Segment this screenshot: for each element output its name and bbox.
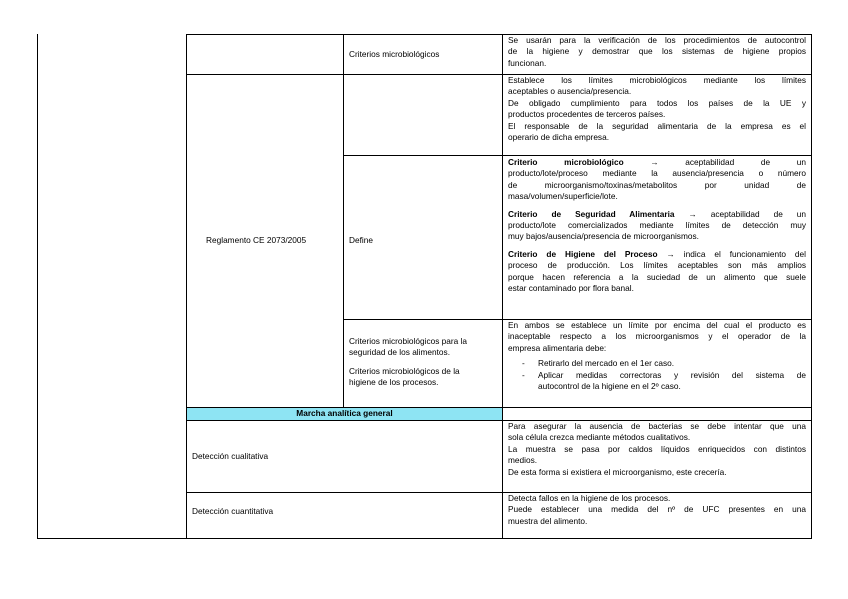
r4-desc: En ambos se establece un límite por encima del cual el producto es inaceptable respecto a los microorganismos y el operador de la empresa alimentaria debe: - Retirarlo del mercado en el 1er caso. - Aplicar medidas correctoras y revisión del sistema de autocontrol de la higiene en el 2º caso. <box>508 320 806 392</box>
r4-label-seguridad: Criterios microbiológicos para la seguridad de los alimentos. <box>349 336 468 358</box>
r4-actions-list <box>508 358 806 392</box>
r3-label: Define <box>349 235 373 245</box>
r4-label-higiene: Criterios microbiológicos de la higiene de los procesos. <box>349 366 460 388</box>
r1-desc: Se usarán para la verificación de los procedimientos de autocontrol de la higiene y demostrar que los sistemas de higiene propios funcionan. <box>508 35 806 68</box>
cuantitativa-label: Detección cuantitativa <box>192 506 274 516</box>
cualitativa-label: Detección cualitativa <box>192 451 269 461</box>
r2-desc: Establece los límites microbiológicos mediante los límites aceptables o ausencia/presencia. De obligado cumplimiento para todos los países de la UE y productos procedentes de terceros países. El responsable de la seguridad alimentaria de la empresa es el operario de dicha empresa. <box>508 75 806 143</box>
cualitativa-desc: Para asegurar la ausencia de bacterias se debe intentar que una sola célula crezca mediante métodos cualitativos. La muestra se pasa por caldos líquidos enriquecidos con distintos medios. De esta forma si existiera el microorganismo, este crecería. <box>508 421 806 477</box>
cuantitativa-desc: Detecta fallos en la higiene de los procesos. Puede establecer una medida del nº de UFC presentes en una muestra del alimento. <box>508 493 806 526</box>
r1-label: Criterios microbiológicos <box>349 49 440 59</box>
r3-criteria: Criterio microbiológico → aceptabilidad de un producto/lote/proceso mediante la ausencia/presencia o número de microorganismo/toxinas/metabolitos por unidad de masa/volumen/superficie/lote. Criterio de Seguridad Alimentaria → aceptabilidad de un producto/lote comercializados mediante límites de detección muy muy bajos/ausencia/presencia de microorganismos. Criterio de Higiene del Proceso → indica el funcionamiento del proceso de producción. Los límites aceptables son más amplios porque hacen referencia a la suciedad de un alimento que suele estar contaminado por flora banal. <box>508 157 806 294</box>
reglamento-label: Reglamento CE 2073/2005 <box>206 235 307 245</box>
list-item: - Retirarlo del mercado en el 1er caso. <box>508 358 806 369</box>
marcha-header: Marcha analítica general <box>296 408 393 418</box>
list-item: - Aplicar medidas correctoras y revisión del sistema de autocontrol de la higiene en el 2º caso. <box>508 370 806 393</box>
